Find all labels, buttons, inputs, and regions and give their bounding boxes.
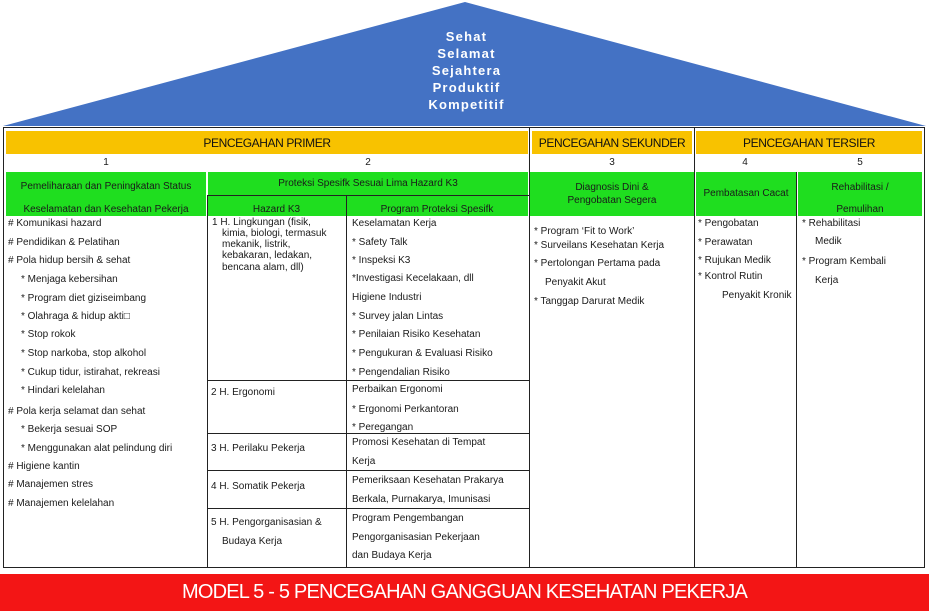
program-1-line: * Pengendalian Risiko — [352, 367, 450, 378]
col4-item: * Rujukan Medik — [698, 255, 771, 266]
col1-item: # Pendidikan & Pelatihan — [8, 237, 120, 248]
hazard-1-line: kebakaran, ledakan, — [222, 250, 313, 261]
subheader-col2-program: Program Proteksi Spesifk — [380, 204, 494, 215]
subheader-col5 — [798, 172, 922, 216]
hazard-1-line: bencana alam, dll) — [222, 262, 304, 273]
subheader-col4-label: Pembatasan Cacat — [703, 188, 789, 199]
divider-sekunder-tersier — [694, 128, 695, 568]
divider-hazard-row-1 — [207, 380, 529, 381]
col3-item: * Tanggap Darurat Medik — [534, 296, 645, 307]
hazard-5-line: 5 H. Pengorganisasian & — [211, 517, 322, 528]
hazard-3: 3 H. Perilaku Pekerja — [211, 443, 305, 454]
subheader-col2-title: Proteksi Spesifk Sesuai Lima Hazard K3 — [278, 178, 458, 189]
divider-col2-subheader — [207, 195, 529, 196]
divider-hazard-program — [346, 195, 347, 568]
col1-item: * Hindari kelelahan — [21, 385, 105, 396]
header-pencegahan-primer: PENCEGAHAN PRIMER — [6, 131, 528, 154]
col1-item: * Menggunakan alat pelindung diri — [21, 443, 173, 454]
program-1-line: Keselamatan Kerja — [352, 218, 437, 229]
col3-item: * Pertolongan Pertama pada — [534, 258, 661, 269]
col1-item: * Cukup tidur, istirahat, rekreasi — [21, 367, 160, 378]
col4-item: * Kontrol Rutin — [698, 271, 763, 282]
program-3-line: Promosi Kesehatan di Tempat — [352, 437, 486, 448]
program-1-line: * Penilaian Risiko Kesehatan — [352, 329, 481, 340]
roof-line-selamat: Selamat — [437, 46, 496, 61]
column-number-5: 5 — [857, 157, 863, 168]
col4-item: * Perawatan — [698, 237, 753, 248]
column-number-3: 3 — [609, 157, 615, 168]
hazard-2: 2 H. Ergonomi — [211, 387, 275, 398]
subheader-col1-line1: Pemeliharaan dan Peningkatan Status — [20, 181, 192, 192]
program-3-line: Kerja — [352, 456, 376, 467]
subheader-col4 — [696, 172, 796, 216]
header-pencegahan-tersier: PENCEGAHAN TERSIER — [696, 131, 922, 154]
subheader-col3-line2: Pengobatan Segera — [567, 195, 657, 206]
col5-item: * Program Kembali — [802, 256, 886, 267]
col5-item: * Rehabilitasi — [802, 218, 861, 229]
footer-title: MODEL 5 - 5 PENCEGAHAN GANGGUAN KESEHATAN PEKERJA — [0, 574, 929, 611]
hazard-1-line: 1 H. Lingkungan (fisik, — [212, 217, 311, 228]
col1-item: * Olahraga & hidup akti□ — [21, 311, 130, 322]
col5-item: Medik — [815, 236, 842, 247]
program-2-line: Perbaikan Ergonomi — [352, 384, 443, 395]
program-1-line: * Safety Talk — [352, 237, 408, 248]
subheader-col2 — [208, 172, 528, 216]
col1-item: # Manajemen kelelahan — [8, 498, 115, 509]
hazard-1-line: kimia, biologi, termasuk — [222, 228, 327, 239]
program-2-line: * Peregangan — [352, 422, 414, 433]
col1-item: * Stop rokok — [21, 329, 76, 340]
col1-item: # Komunikasi hazard — [8, 218, 102, 229]
col1-item: * Menjaga kebersihan — [21, 274, 118, 285]
hazard-5-line: Budaya Kerja — [222, 536, 283, 547]
subheader-col2-hazard: Hazard K3 — [252, 204, 301, 215]
roof-line-produktif: Produktif — [432, 80, 501, 95]
subheader-col3 — [530, 172, 694, 216]
hazard-1-line: mekanik, listrik, — [222, 239, 291, 250]
program-1-line: * Pengukuran & Evaluasi Risiko — [352, 348, 493, 359]
header-pencegahan-sekunder: PENCEGAHAN SEKUNDER — [532, 131, 692, 154]
program-1-line: Higiene Industri — [352, 292, 422, 303]
roof-line-sehat: Sehat — [445, 29, 488, 44]
column-number-4: 4 — [742, 157, 748, 168]
col1-item: * Stop narkoba, stop alkohol — [21, 348, 147, 359]
program-5-line: dan Budaya Kerja — [352, 550, 432, 561]
col3-item: * Program ‘Fit to Work’ — [534, 226, 635, 237]
program-1-line: * Survey jalan Lintas — [352, 311, 444, 322]
divider-primer-sekunder — [529, 128, 530, 568]
divider-col1-col2 — [207, 195, 208, 568]
subheader-col1 — [6, 172, 206, 216]
col4-item: Penyakit Kronik — [722, 290, 792, 301]
col1-item: * Program diet giziseimbang — [21, 293, 147, 304]
program-2-line: * Ergonomi Perkantoran — [352, 404, 459, 415]
roof-line-sejahtera: Sejahtera — [431, 63, 502, 78]
program-4-line: Berkala, Purnakarya, Imunisasi — [352, 494, 491, 505]
column-number-1: 1 — [103, 157, 109, 168]
col3-item: * Surveilans Kesehatan Kerja — [534, 240, 665, 251]
subheader-col1-line2: Keselamatan dan Kesehatan Pekerja — [23, 204, 189, 215]
program-4-line: Pemeriksaan Kesehatan Prakarya — [352, 475, 504, 486]
subheader-col5-line2: Pemulihan — [836, 204, 884, 215]
col3-item: Penyakit Akut — [545, 277, 606, 288]
col5-item: Kerja — [815, 275, 839, 286]
subheader-col3-line1: Diagnosis Dini & — [575, 182, 649, 193]
col1-item: # Pola kerja selamat dan sehat — [8, 406, 146, 417]
subheader-col5-line1: Rehabilitasi / — [831, 182, 889, 193]
col1-item: # Higiene kantin — [8, 461, 80, 472]
program-1-line: * Inspeksi K3 — [352, 255, 411, 266]
program-5-line: Program Pengembangan — [352, 513, 464, 524]
col1-item: * Bekerja sesuai SOP — [21, 424, 118, 435]
col4-item: * Pengobatan — [698, 218, 759, 229]
column-number-2: 2 — [365, 157, 371, 168]
divider-hazard-row-3 — [207, 470, 529, 471]
divider-col4-col5 — [796, 172, 797, 568]
program-5-line: Pengorganisasian Pekerjaan — [352, 532, 480, 543]
hazard-4: 4 H. Somatik Pekerja — [211, 481, 305, 492]
divider-hazard-row-4 — [207, 508, 529, 509]
roof-line-kompetitif: Kompetitif — [428, 97, 505, 112]
col1-item: # Manajemen stres — [8, 479, 94, 490]
col1-item: # Pola hidup bersih & sehat — [8, 255, 131, 266]
program-1-line: *Investigasi Kecelakaan, dll — [352, 273, 474, 284]
